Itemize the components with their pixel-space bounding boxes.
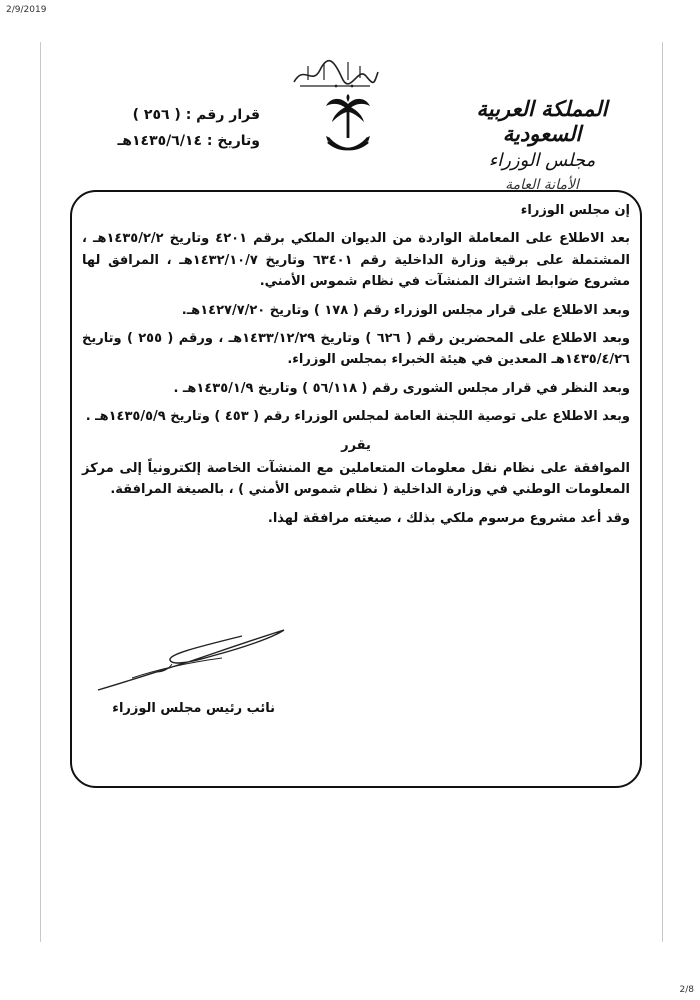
decision-date: وتاريخ : ١٤٣٥/٦/١٤هـ: [117, 133, 260, 149]
paragraph-review-minutes: وبعد الاطلاع على المحضرين رقم ( ٦٢٦ ) وتاريخ ١٤٣٣/١٢/٢٩هـ ، ورقم ( ٢٥٥ ) وتاريخ ١٤٣٥/٤/٢٦هـ المعدين في هيئة الخبراء بمجلس الوزراء.: [82, 331, 631, 368]
decision-reference: [110, 102, 260, 154]
council-name: مجلس الوزراء: [488, 150, 596, 171]
paragraph-review-decision-178: وبعد الاطلاع على قرار مجلس الوزراء رقم ( ١٧٨ ) وتاريخ ١٤٢٧/٧/٢٠هـ.: [181, 302, 630, 318]
closing-text: وقد أعد مشروع مرسوم ملكي بذلك ، صيغته مرافقة لهذا.: [267, 510, 630, 526]
print-date: 2/9/2019: [6, 5, 47, 15]
page-number: 2/8: [679, 985, 694, 995]
kingdom-name: المملكة العربية السعودية: [476, 96, 608, 146]
decision-number: قرار رقم : ( ٢٥٦ ): [132, 107, 260, 123]
page-margin-line-left: [40, 42, 41, 942]
page-margin-line-right: [662, 42, 663, 942]
secretariat-name: الأمانة العامة: [505, 177, 579, 193]
signer-title: نائب رئيس مجلس الوزراء: [112, 701, 275, 716]
resolves-heading: يقرر: [341, 437, 371, 453]
letterhead-kingdom-block: [442, 96, 642, 193]
salutation: إن مجلس الوزراء: [520, 203, 630, 218]
resolution-text: الموافقة على نظام نقل معلومات المتعاملين مع المنشآت الخاصة إلكترونياً إلى مركز المعلومات الوطني في وزارة الداخلية ( نظام شموس الأمني ) ، بالصيغة المرافقة.: [82, 461, 630, 498]
decision-body: [82, 200, 630, 536]
basmala-calligraphy: [290, 56, 380, 90]
paragraph-review-royal-court: بعد الاطلاع على المعاملة الواردة من الديوان الملكي برقم ٤٢٠١ وتاريخ ١٤٣٥/٢/٢هـ ، المشتملة على برقية وزارة الداخلية رقم ٦٣٤٠١ وتاريخ ١٤٣٢/١٠/٧هـ ، المرافق لها مشروع ضوابط اشتراك المنشآت في نظام شموس الأمني.: [82, 231, 630, 290]
paragraph-shura-decision: وبعد النظر في قرار مجلس الشورى رقم ( ٥٦/١١٨ ) وتاريخ ١٤٣٥/١/٩هـ .: [173, 380, 630, 396]
saudi-emblem-icon: [322, 94, 374, 160]
handwritten-signature: [92, 618, 292, 703]
paragraph-committee-recommendation: وبعد الاطلاع على توصية اللجنة العامة لمجلس الوزراء رقم ( ٤٥٣ ) وتاريخ ١٤٣٥/٥/٩هـ .: [85, 409, 630, 425]
